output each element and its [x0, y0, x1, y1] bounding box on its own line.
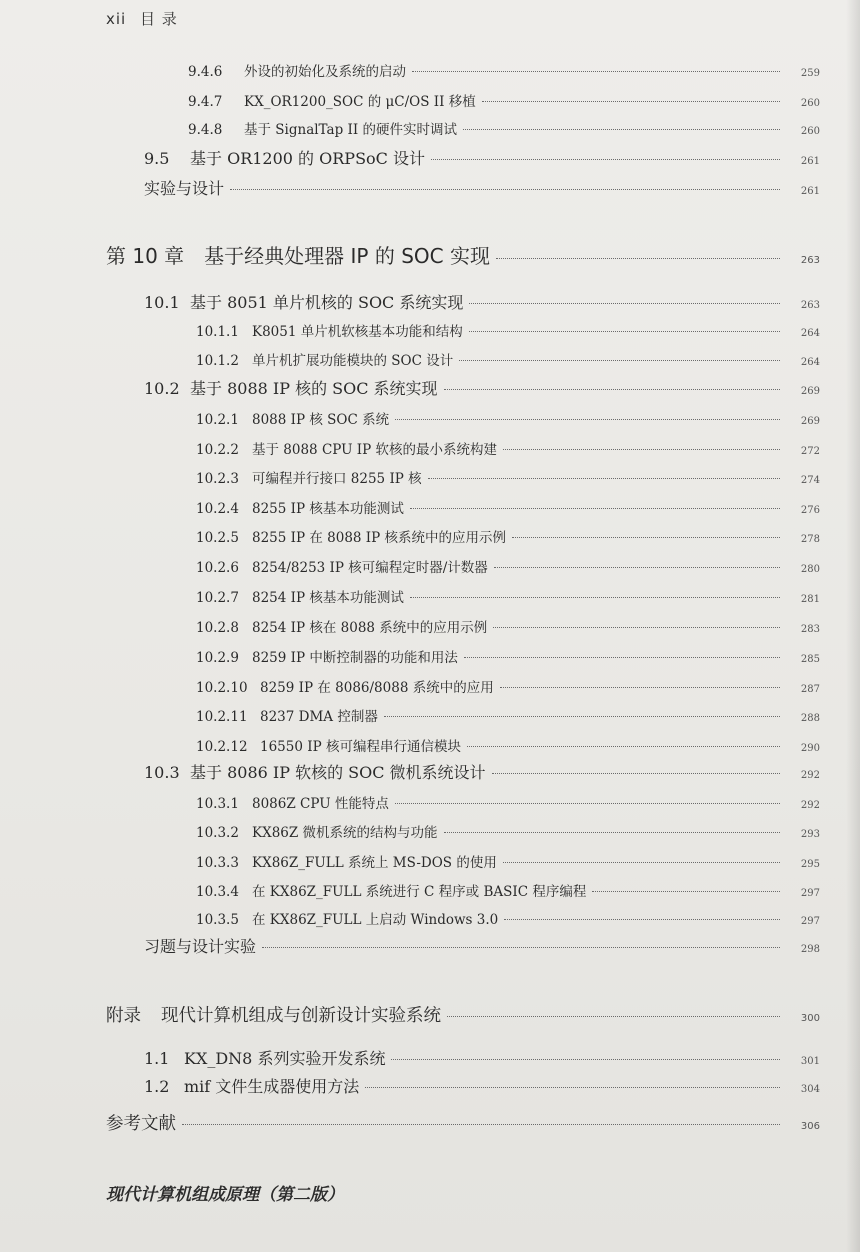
dot-leader [493, 627, 780, 628]
toc-page-number: 290 [800, 743, 820, 754]
toc-page-number: 259 [800, 68, 820, 79]
toc-title: 在 KX86Z_FULL 上启动 Windows 3.0 [252, 912, 499, 928]
dot-leader [459, 360, 780, 361]
toc-entry-10-3-5 [196, 908, 820, 928]
dot-leader [395, 803, 780, 804]
toc-page-number: 288 [800, 713, 820, 724]
dot-leader [444, 389, 780, 390]
toc-title: KX86Z 微机系统的结构与功能 [252, 825, 438, 841]
toc-title: 单片机扩展功能模块的 SOC 设计 [252, 353, 454, 369]
toc-title: 8254 IP 核基本功能测试 [252, 590, 404, 606]
toc-page-number: 285 [800, 654, 820, 665]
toc-page-number: 280 [800, 564, 820, 575]
toc-number: 1.1 [144, 1049, 170, 1068]
toc-number: 10.2.2 [196, 442, 239, 458]
toc-entry-9-4-8 [188, 118, 820, 138]
appendix-title: 现代计算机组成与创新设计实验系统 [161, 1006, 441, 1026]
toc-title: 习题与设计实验 [144, 937, 257, 956]
toc-number: 10.2.10 [196, 680, 248, 696]
toc-page-number: 274 [800, 475, 820, 486]
toc-title: KX86Z_FULL 系统上 MS-DOS 的使用 [252, 855, 497, 871]
toc-number: 9.4.7 [188, 94, 223, 110]
toc-page-number: 283 [800, 624, 820, 635]
toc-entry-10-3-3 [196, 851, 820, 871]
toc-title: 8254/8253 IP 核可编程定时器/计数器 [252, 560, 488, 576]
dot-leader [592, 891, 780, 892]
toc-title: K8051 单片机软核基本功能和结构 [252, 324, 463, 340]
toc-number: 10.2.4 [196, 501, 239, 517]
toc-title: 外设的初始化及系统的启动 [244, 64, 406, 80]
dot-leader [482, 101, 780, 102]
toc-entry-lab-9 [144, 176, 820, 199]
toc-title: KX_OR1200_SOC 的 μC/OS II 移植 [244, 94, 476, 110]
toc-number: 10.1.2 [196, 353, 239, 369]
toc-page-number: 306 [800, 1121, 820, 1132]
dot-leader [500, 687, 780, 688]
toc-title: 8255 IP 核基本功能测试 [252, 501, 404, 517]
toc-title: 8259 IP 中断控制器的功能和用法 [252, 650, 458, 666]
dot-leader [431, 159, 780, 160]
toc-page-number: 304 [800, 1084, 820, 1095]
toc-number: 10.2.5 [196, 530, 239, 546]
toc-title: 基于 8086 IP 软核的 SOC 微机系统设计 [190, 763, 486, 782]
running-head-title: 目 录 [140, 10, 178, 28]
toc-entry-10-2 [144, 376, 820, 399]
dot-leader [503, 449, 780, 450]
toc-page-number: 300 [800, 1013, 820, 1024]
toc-number: 10.2.12 [196, 739, 248, 755]
toc-page-number: 263 [800, 300, 820, 311]
toc-appendix [106, 1002, 820, 1027]
toc-number: 10.2.3 [196, 471, 239, 487]
toc-entry-10-2-6 [196, 556, 820, 576]
toc-entry-10-2-3 [196, 467, 820, 487]
dot-leader [496, 258, 780, 259]
toc-number: 10.2 [144, 379, 180, 398]
toc-entry-10-3-1 [196, 792, 820, 812]
book-title-footer: 现代计算机组成原理（第二版） [106, 1185, 344, 1205]
toc-entry-10-2-9 [196, 646, 820, 666]
dot-leader [182, 1124, 780, 1125]
toc-entry-10-2-2 [196, 438, 820, 458]
toc-entry-10-2-1 [196, 408, 820, 428]
toc-entry-10-2-12 [196, 735, 820, 755]
toc-page-number: 293 [800, 829, 820, 840]
toc-entry-10-2-10 [196, 676, 820, 696]
toc-entry-lab-10 [144, 934, 820, 957]
page-roman-numeral: xii [106, 10, 127, 28]
toc-title: 8086Z CPU 性能特点 [252, 796, 389, 812]
toc-entry-10-2-4 [196, 497, 820, 517]
toc-entry-10-3-4 [196, 880, 820, 900]
dot-leader [428, 478, 780, 479]
toc-page-number: 301 [800, 1056, 820, 1067]
dot-leader [444, 832, 780, 833]
toc-number: 9.5 [144, 149, 170, 168]
toc-references [106, 1110, 820, 1135]
dot-leader [391, 1059, 780, 1060]
toc-page-number: 278 [800, 534, 820, 545]
toc-number: 10.2.6 [196, 560, 239, 576]
toc-page-number: 276 [800, 505, 820, 516]
dot-leader [447, 1016, 780, 1017]
toc-entry-10-2-5 [196, 526, 820, 546]
toc-title: 基于 8088 IP 核的 SOC 系统实现 [190, 379, 438, 398]
toc-number: 10.3.2 [196, 825, 239, 841]
toc-title: KX_DN8 系列实验开发系统 [184, 1049, 386, 1068]
dot-leader [492, 773, 780, 774]
references-title: 参考文献 [106, 1114, 176, 1134]
toc-number: 10.2.11 [196, 709, 248, 725]
toc-number: 10.3 [144, 763, 180, 782]
toc-entry-10-3 [144, 760, 820, 783]
toc-number: 10.3.4 [196, 884, 239, 900]
toc-number: 10.2.9 [196, 650, 239, 666]
dot-leader [464, 657, 780, 658]
toc-number: 10.1 [144, 293, 180, 312]
toc-page-number: 272 [800, 446, 820, 457]
page-edge-shadow [846, 0, 860, 1252]
toc-title: 16550 IP 核可编程串行通信模块 [260, 739, 461, 755]
toc-page-number: 260 [800, 126, 820, 137]
toc-entry-10-3-2 [196, 821, 820, 841]
toc-page-number: 292 [800, 800, 820, 811]
toc-entry-10-2-8 [196, 616, 820, 636]
dot-leader [463, 129, 780, 130]
toc-entry-9-5 [144, 146, 820, 169]
toc-page-number: 269 [800, 416, 820, 427]
toc-title: 实验与设计 [144, 179, 225, 198]
chapter-title: 基于经典处理器 IP 的 SOC 实现 [204, 244, 490, 268]
toc-title: 8088 IP 核 SOC 系统 [252, 412, 390, 428]
dot-leader [410, 597, 780, 598]
toc-page-number: 260 [800, 98, 820, 109]
toc-page-number: 261 [800, 186, 820, 197]
toc-title: 基于 OR1200 的 ORPSoC 设计 [190, 149, 425, 168]
toc-page-number: 298 [800, 944, 820, 955]
toc-entry-10-2-7 [196, 586, 820, 606]
toc-page-number: 269 [800, 386, 820, 397]
dot-leader [503, 862, 780, 863]
dot-leader [494, 567, 780, 568]
toc-title: 在 KX86Z_FULL 系统进行 C 程序或 BASIC 程序编程 [252, 884, 587, 900]
dot-leader [469, 303, 780, 304]
toc-number: 10.2.1 [196, 412, 239, 428]
running-head [106, 8, 178, 29]
toc-title: 基于 8051 单片机核的 SOC 系统实现 [190, 293, 464, 312]
toc-page-number: 264 [800, 357, 820, 368]
dot-leader [469, 331, 780, 332]
toc-title: 8259 IP 在 8086/8088 系统中的应用 [260, 680, 494, 696]
toc-title: mif 文件生成器使用方法 [184, 1077, 360, 1096]
toc-number: 10.3.3 [196, 855, 239, 871]
toc-number: 10.3.1 [196, 796, 239, 812]
toc-title: 基于 8088 CPU IP 软核的最小系统构建 [252, 442, 497, 458]
toc-number: 10.1.1 [196, 324, 239, 340]
dot-leader [365, 1087, 780, 1088]
toc-entry-10-1-2 [196, 349, 820, 369]
toc-title: 8254 IP 核在 8088 系统中的应用示例 [252, 620, 488, 636]
toc-entry-9-4-6 [188, 60, 820, 80]
dot-leader [467, 746, 780, 747]
toc-page-number: 297 [800, 916, 820, 927]
dot-leader [384, 716, 780, 717]
dot-leader [230, 189, 780, 190]
toc-number: 9.4.6 [188, 64, 223, 80]
toc-page-number: 287 [800, 684, 820, 695]
toc-entry-appendix-1-1 [144, 1046, 820, 1069]
appendix-label: 附录 [106, 1006, 141, 1026]
dot-leader [504, 919, 780, 920]
toc-page-number: 292 [800, 770, 820, 781]
toc-page-number: 263 [800, 255, 820, 266]
toc-title: 8237 DMA 控制器 [260, 709, 378, 725]
dot-leader [412, 71, 780, 72]
toc-title: 基于 SignalTap II 的硬件实时调试 [244, 122, 457, 138]
toc-entry-10-1-1 [196, 320, 820, 340]
toc-number: 10.2.7 [196, 590, 239, 606]
toc-number: 1.2 [144, 1077, 170, 1096]
toc-number: 10.3.5 [196, 912, 239, 928]
toc-entry-10-2-11 [196, 705, 820, 725]
dot-leader [262, 947, 780, 948]
dot-leader [410, 508, 780, 509]
chapter-number: 第 10 章 [106, 244, 185, 268]
toc-entry-10-1 [144, 290, 820, 313]
toc-number: 10.2.8 [196, 620, 239, 636]
toc-entry-9-4-7 [188, 90, 820, 110]
toc-page-number: 297 [800, 888, 820, 899]
toc-chapter-10 [106, 240, 820, 269]
toc-page-number: 295 [800, 859, 820, 870]
dot-leader [395, 419, 780, 420]
toc-page-number: 281 [800, 594, 820, 605]
toc-number: 9.4.8 [188, 122, 223, 138]
toc-page-number: 261 [800, 156, 820, 167]
dot-leader [512, 537, 780, 538]
toc-title: 8255 IP 在 8088 IP 核系统中的应用示例 [252, 530, 507, 546]
toc-page-number: 264 [800, 328, 820, 339]
toc-entry-appendix-1-2 [144, 1074, 820, 1097]
toc-title: 可编程并行接口 8255 IP 核 [252, 471, 422, 487]
